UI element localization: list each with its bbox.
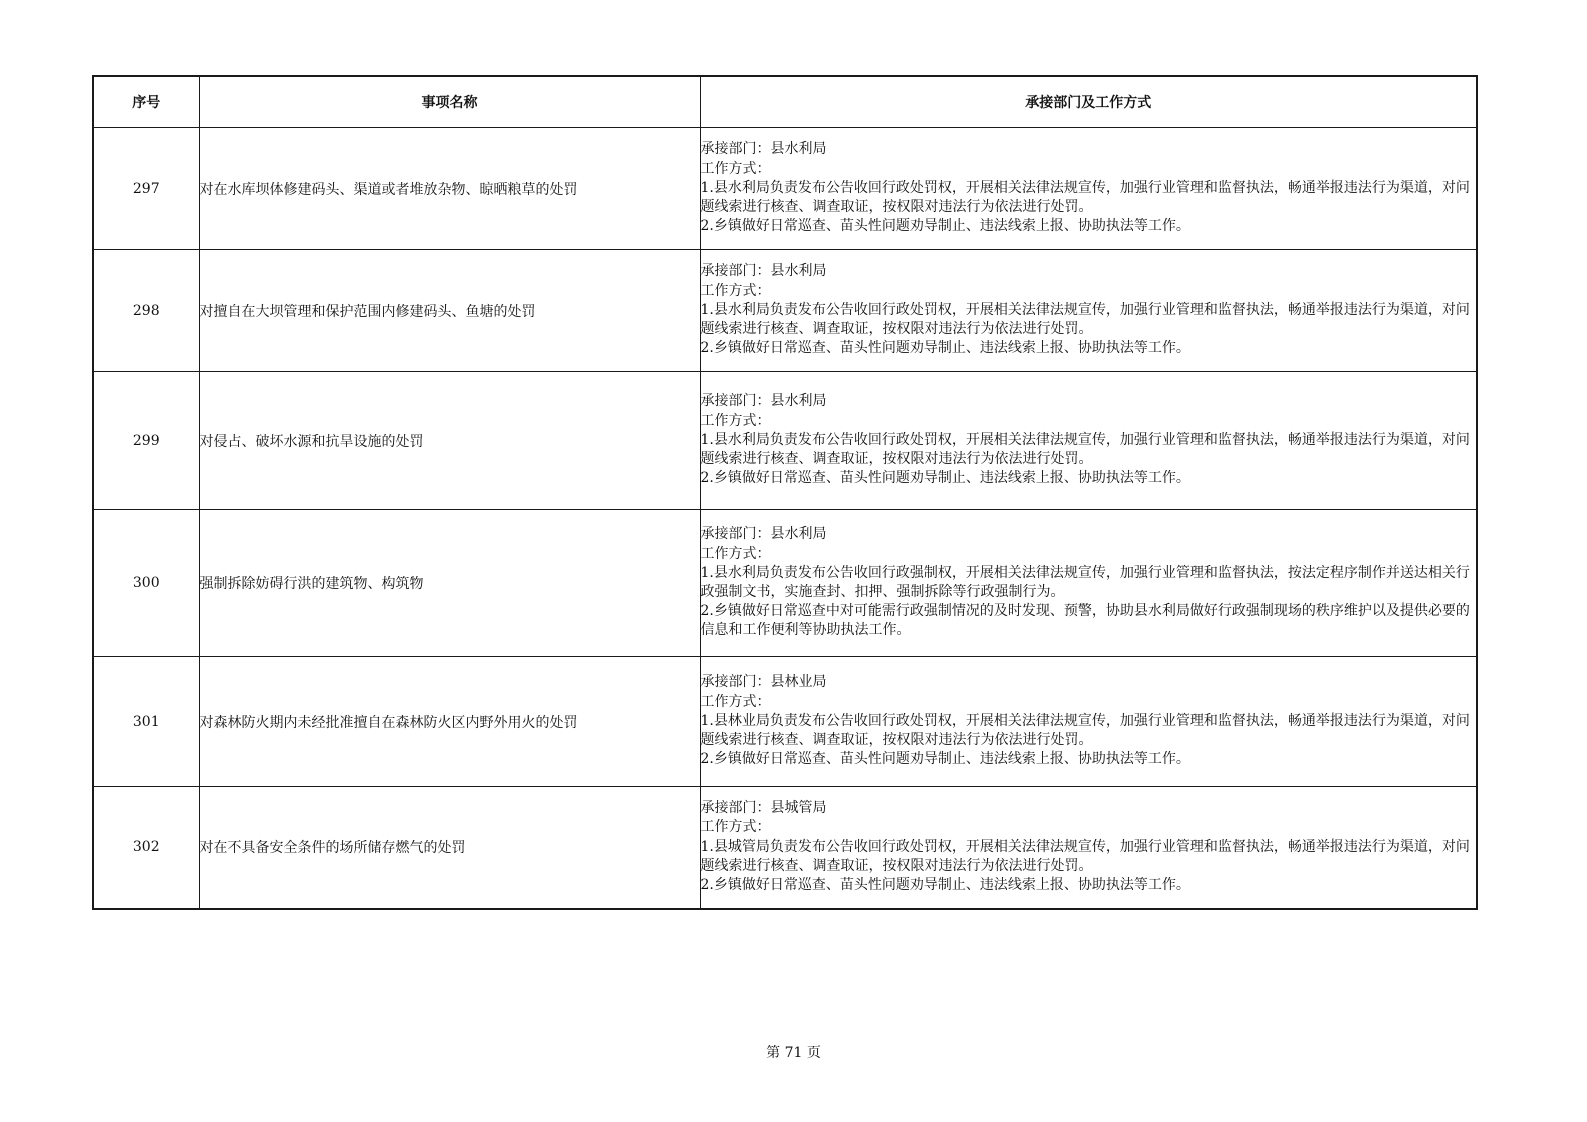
work-method-item: 1.县林业局负责发布公告收回行政处罚权，开展相关法律法规宣传，加强行业管理和监督执法，畅通举报违法行为渠道，对问题线索进行核查、调查取证，按权限对违法行为依法进行处罚。 bbox=[700, 712, 1470, 749]
table-row bbox=[93, 657, 1477, 787]
department-method-cell bbox=[700, 372, 1477, 510]
department-line: 承接部门：县水利局 bbox=[700, 141, 827, 158]
department-method-cell bbox=[700, 657, 1477, 787]
work-method-item: 1.县城管局负责发布公告收回行政处罚权，开展相关法律法规宣传，加强行业管理和监督执法，畅通举报违法行为渠道，对问题线索进行核查、调查取证，按权限对违法行为依法进行处罚。 bbox=[700, 838, 1470, 874]
serial-number-cell: 301 bbox=[93, 657, 199, 787]
work-method-label: 工作方式： bbox=[700, 693, 771, 710]
department-line: 承接部门：县水利局 bbox=[700, 526, 827, 543]
header-item-name: 事项名称 bbox=[199, 76, 700, 128]
table-row bbox=[93, 250, 1477, 372]
work-method-item: 2.乡镇做好日常巡查、苗头性问题劝导制止、违法线索上报、协助执法等工作。 bbox=[700, 877, 1190, 894]
header-serial-number: 序号 bbox=[93, 76, 199, 128]
department-line: 承接部门：县水利局 bbox=[700, 393, 827, 410]
serial-number-cell: 299 bbox=[93, 372, 199, 510]
department-method-cell bbox=[700, 128, 1477, 250]
header-department-and-method: 承接部门及工作方式 bbox=[700, 76, 1477, 128]
serial-number-cell: 300 bbox=[93, 510, 199, 657]
item-name-cell: 对在不具备安全条件的场所储存燃气的处罚 bbox=[199, 787, 700, 909]
item-name-cell: 对森林防火期内未经批准擅自在森林防火区内野外用火的处罚 bbox=[199, 657, 700, 787]
department-line: 承接部门：县林业局 bbox=[700, 674, 827, 691]
work-method-item: 2.乡镇做好日常巡查、苗头性问题劝导制止、违法线索上报、协助执法等工作。 bbox=[700, 340, 1190, 357]
table-row bbox=[93, 510, 1477, 657]
table-row bbox=[93, 787, 1477, 909]
department-line: 承接部门：县水利局 bbox=[700, 263, 827, 280]
item-name-cell: 对侵占、破坏水源和抗旱设施的处罚 bbox=[199, 372, 700, 510]
work-method-item: 2.乡镇做好日常巡查、苗头性问题劝导制止、违法线索上报、协助执法等工作。 bbox=[700, 751, 1190, 768]
serial-number-cell: 302 bbox=[93, 787, 199, 909]
work-method-item: 1.县水利局负责发布公告收回行政强制权，开展相关法律法规宣传，加强行业管理和监督执法，按法定程序制作并送达相关行政强制文书，实施查封、扣押、强制拆除等行政强制行为。 bbox=[700, 564, 1470, 600]
items-table bbox=[92, 75, 1478, 910]
work-method-item: 2.乡镇做好日常巡查中对可能需行政强制情况的及时发现、预警，协助县水利局做好行政强制现场的秩序维护以及提供必要的信息和工作便利等协助执法工作。 bbox=[700, 603, 1470, 639]
work-method-item: 1.县水利局负责发布公告收回行政处罚权，开展相关法律法规宣传，加强行业管理和监督执法，畅通举报违法行为渠道，对问题线索进行核查、调查取证，按权限对违法行为依法进行处罚。 bbox=[700, 301, 1470, 338]
table-row bbox=[93, 128, 1477, 250]
work-method-label: 工作方式： bbox=[700, 282, 771, 299]
table-body bbox=[93, 128, 1477, 909]
work-method-item: 1.县水利局负责发布公告收回行政处罚权，开展相关法律法规宣传，加强行业管理和监督执法，畅通举报违法行为渠道，对问题线索进行核查、调查取证，按权限对违法行为依法进行处罚。 bbox=[700, 179, 1470, 216]
work-method-label: 工作方式： bbox=[700, 819, 771, 836]
work-method-label: 工作方式： bbox=[700, 412, 771, 429]
work-method-item: 2.乡镇做好日常巡查、苗头性问题劝导制止、违法线索上报、协助执法等工作。 bbox=[700, 218, 1190, 235]
item-name-cell: 对擅自在大坝管理和保护范围内修建码头、鱼塘的处罚 bbox=[199, 250, 700, 372]
department-method-cell bbox=[700, 787, 1477, 909]
work-method-item: 2.乡镇做好日常巡查、苗头性问题劝导制止、违法线索上报、协助执法等工作。 bbox=[700, 470, 1190, 487]
page-number: 第 71 页 bbox=[766, 1045, 821, 1061]
serial-number-cell: 298 bbox=[93, 250, 199, 372]
department-method-cell bbox=[700, 250, 1477, 372]
table-header-row bbox=[93, 76, 1477, 128]
item-name-cell: 强制拆除妨碍行洪的建筑物、构筑物 bbox=[199, 510, 700, 657]
department-method-cell bbox=[700, 510, 1477, 657]
work-method-item: 1.县水利局负责发布公告收回行政处罚权，开展相关法律法规宣传，加强行业管理和监督执法，畅通举报违法行为渠道，对问题线索进行核查、调查取证，按权限对违法行为依法进行处罚。 bbox=[700, 431, 1470, 468]
department-line: 承接部门：县城管局 bbox=[700, 800, 827, 817]
item-name-cell: 对在水库坝体修建码头、渠道或者堆放杂物、晾晒粮草的处罚 bbox=[199, 128, 700, 250]
serial-number-cell: 297 bbox=[93, 128, 199, 250]
work-method-label: 工作方式： bbox=[700, 545, 771, 562]
work-method-label: 工作方式： bbox=[700, 160, 771, 177]
table-row bbox=[93, 372, 1477, 510]
